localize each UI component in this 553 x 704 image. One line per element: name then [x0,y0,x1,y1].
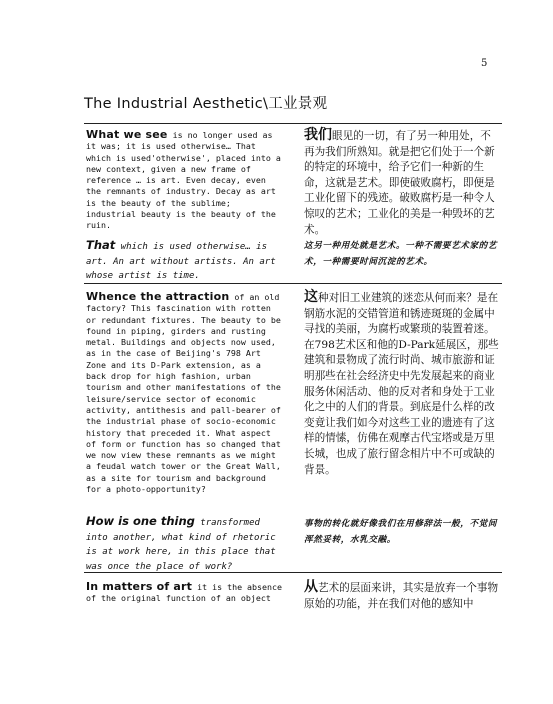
section-body: of an old factory? This fascination with rotten or redundant fixtures. The beauty to be found in piping, girders and rusting metal. Buildings and objects now used, as in the case of Beijing's 798 Art Zone and its D-Park extension, as a back drop for high fashion, urban tourism and other manifestations of the leisure/service sector of economic activity, antithesis and pall-bearer of the industrial phase of socio-economic history that preceded it. What aspect of form or function has so changed that we now view these remnants as we might a feudal watch tower or the Great Wall, as a site for tourism and background for a photo-opportunity? [86,292,281,495]
quote-lead: How is one thing [86,514,195,528]
quote-how-zh: 事物的转化就好像我们在用修辞法一般，不觉间浑然妥转，水乳交融。 [304,519,498,546]
section-body: is no longer used as it was; it is used otherwise… That which is used'otherwise', placed into a new context, given a new frame of reference … is art. Even decay, even the remnants of industry. Decay as art is the beauty of the sublime; industrial beauty is the beauty of the ruin. [86,130,281,231]
page-number: 5 [481,58,488,69]
section-zh-body: 眼见的一切，有了另一种用处，不再为我们所熟知。就是把它们处于一个新的特定的环境中，给予它们一种新的生命，这就是艺术。即使破败腐朽，即便是工业化留下的残迹。破败腐朽是一种令人惊叹的艺术；工业化的美是一种毁坏的艺术。 [304,130,495,236]
section-matters-of-art-zh [304,580,501,612]
page-title: The Industrial Aesthetic\工业景观 [84,96,328,112]
section-whence-en [86,291,283,495]
section-zh-lead: 我们 [304,127,332,143]
section-zh-body: 艺术的层面来讲，其实是放弃一个事物原始的功能，并在我们对他的感知中 [304,582,499,610]
section-lead: Whence the attraction [86,290,230,303]
section-zh-body: 种对旧工业建筑的迷恋从何而来？是在钢筋水泥的交错管道和锈迹斑斑的金属中寻找的美丽，为腐朽或繁琐的装置着迷。在798艺术区和他的D-Park延展区，那些建筑和景物成了流行时尚、城市旅游和证明那些在社会经济史中先发展起来的商业服务休闲活动、他的反对者和身处于工业化之中的人们的背景。到底是什么样的改变竟让我们如今对这些工业的遗迹有了这样的情愫，仿佛在观摩古代宝塔或是万里长城，也成了旅行留念相片中不可或缺的背景。 [304,292,499,476]
section-what-we-see-zh [304,128,501,238]
section-whence-zh [304,290,501,478]
section-zh-lead: 从 [304,579,318,595]
section-lead: In matters of art [86,580,193,593]
section-body: it is the absence of the original function of an object [86,582,283,604]
quote-how-en [86,514,286,574]
section-zh-lead: 这 [304,289,318,305]
quote-that-en [86,238,286,284]
quote-body: transformed into another, what kind of rhetoric is at work here, in this place that was once the place of work? [86,518,276,572]
quote-lead: That [86,238,116,252]
quote-body: which is used otherwise… is art. An art without artists. An art whose artist is time. [86,242,276,282]
section-what-we-see-en [86,129,283,232]
section-lead: What we see [86,128,168,141]
section-matters-of-art-en [86,581,283,605]
section-divider [84,123,502,124]
quote-that-zh: 这另一种用处就是艺术。一种不需要艺术家的艺术，一种需要时间沉淀的艺术。 [304,241,498,268]
